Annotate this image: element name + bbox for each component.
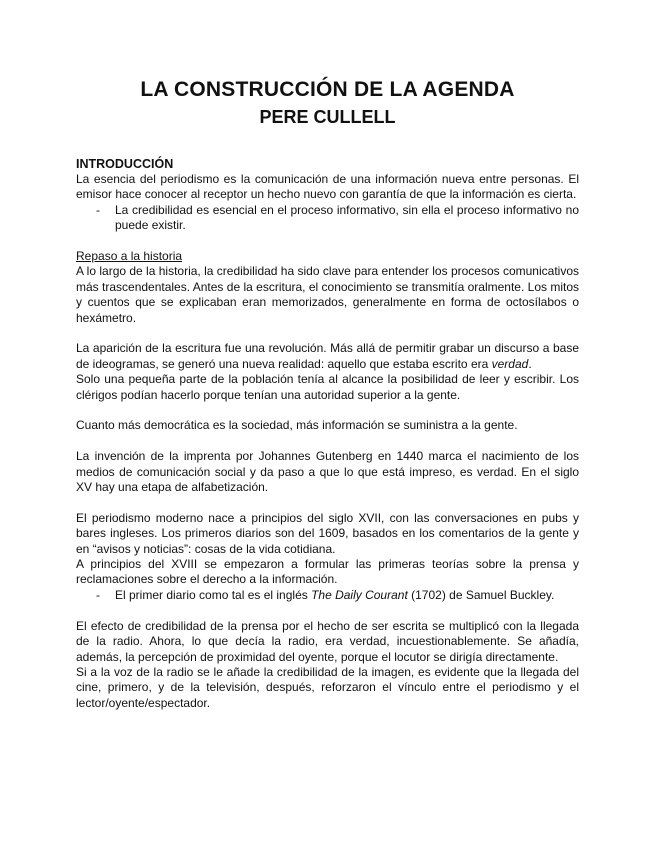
history-paragraph-4: Cuanto más democrática es la sociedad, más información se suministra a la gente. xyxy=(76,418,518,433)
history-paragraph-2 xyxy=(76,341,579,372)
paragraph-text: La aparición de la escritura fue una revolución. Más allá de permitir grabar un discurso a base de ideogramas, se generó una nueva realidad: aquello que estaba escrito era xyxy=(76,341,579,371)
emphasis-text: verdad xyxy=(491,356,529,371)
history-paragraph-9: Si a la voz de la radio se le añade la credibilidad de la imagen, es evidente que la llegada del cine, primero, y de la televisión, después, reforzaron el vínculo entre el periodismo y el lector/oyente/espectador. xyxy=(76,664,579,710)
history-bullet-list xyxy=(76,588,579,603)
history-paragraph-7: A principios del XVIII se empezaron a formular las primeras teorías sobre la prensa y reclamaciones sobre el derecho a la información. xyxy=(76,557,579,587)
paragraph-text-end: . xyxy=(528,356,532,371)
history-paragraph-3: Solo una pequeña parte de la población tenía al alcance la posibilidad de leer y escribir. Los clérigos podían hacerlo porque tenían una autoridad superior a la gente. xyxy=(76,372,579,402)
document-title: LA CONSTRUCCIÓN DE LA AGENDA xyxy=(140,78,515,101)
intro-bullet-list xyxy=(76,203,579,234)
intro-heading: INTRODUCCIÓN xyxy=(76,157,174,171)
history-paragraph-1: A lo largo de la historia, la credibilidad ha sido clave para entender los procesos comunicativos más trascendentales. Antes de la escritura, el conocimiento se transmitía oralmente. Los mitos y cuentos que se explicaban eran memorizados, generalmente en forma de octosílabos o hexámetro. xyxy=(76,264,579,325)
list-item-text: El primer diario como tal es el inglés xyxy=(115,587,312,602)
list-item-text-end: (1702) de Samuel Buckley. xyxy=(407,587,555,602)
history-paragraph-5: La invención de la imprenta por Johannes Gutenberg en 1440 marca el nacimiento de los medios de comunicación social y da paso a que lo que está impreso, es verdad. En el siglo XV hay una etapa de alfabetización. xyxy=(76,449,579,495)
dash-bullet: - xyxy=(96,202,100,217)
intro-paragraph: La esencia del periodismo es la comunicación de una información nueva entre personas. El emisor hace conocer al receptor un hecho nuevo con garantía de que la información es cierta. xyxy=(76,172,579,202)
list-item xyxy=(76,203,579,234)
history-paragraph-8: El efecto de credibilidad de la prensa por el hecho de ser escrita se multiplicó con la llegada de la radio. Ahora, lo que decía la radio, era verdad, incuestionablemente. Se añadía, además, la percepción de proximidad del oyente, porque el locutor se dirigía directamente. xyxy=(76,618,579,664)
document-author: PERE CULLELL xyxy=(259,107,396,127)
history-paragraph-6: El periodismo moderno nace a principios del siglo XVII, con las conversaciones en pubs y bares ingleses. Los primeros diarios son del 1609, basados en los comentarios de la gente y en “avisos y noticias”: cosas de la vida cotidiana. xyxy=(76,510,579,556)
document-body xyxy=(76,156,579,711)
dash-bullet: - xyxy=(96,587,100,602)
history-subheading: Repaso a la historia xyxy=(76,249,183,264)
newspaper-title: The Daily Courant xyxy=(311,587,408,602)
list-item-text: La credibilidad es esencial en el proceso informativo, sin ella el proceso informativo no puede existir. xyxy=(115,202,579,233)
list-item xyxy=(76,588,579,603)
